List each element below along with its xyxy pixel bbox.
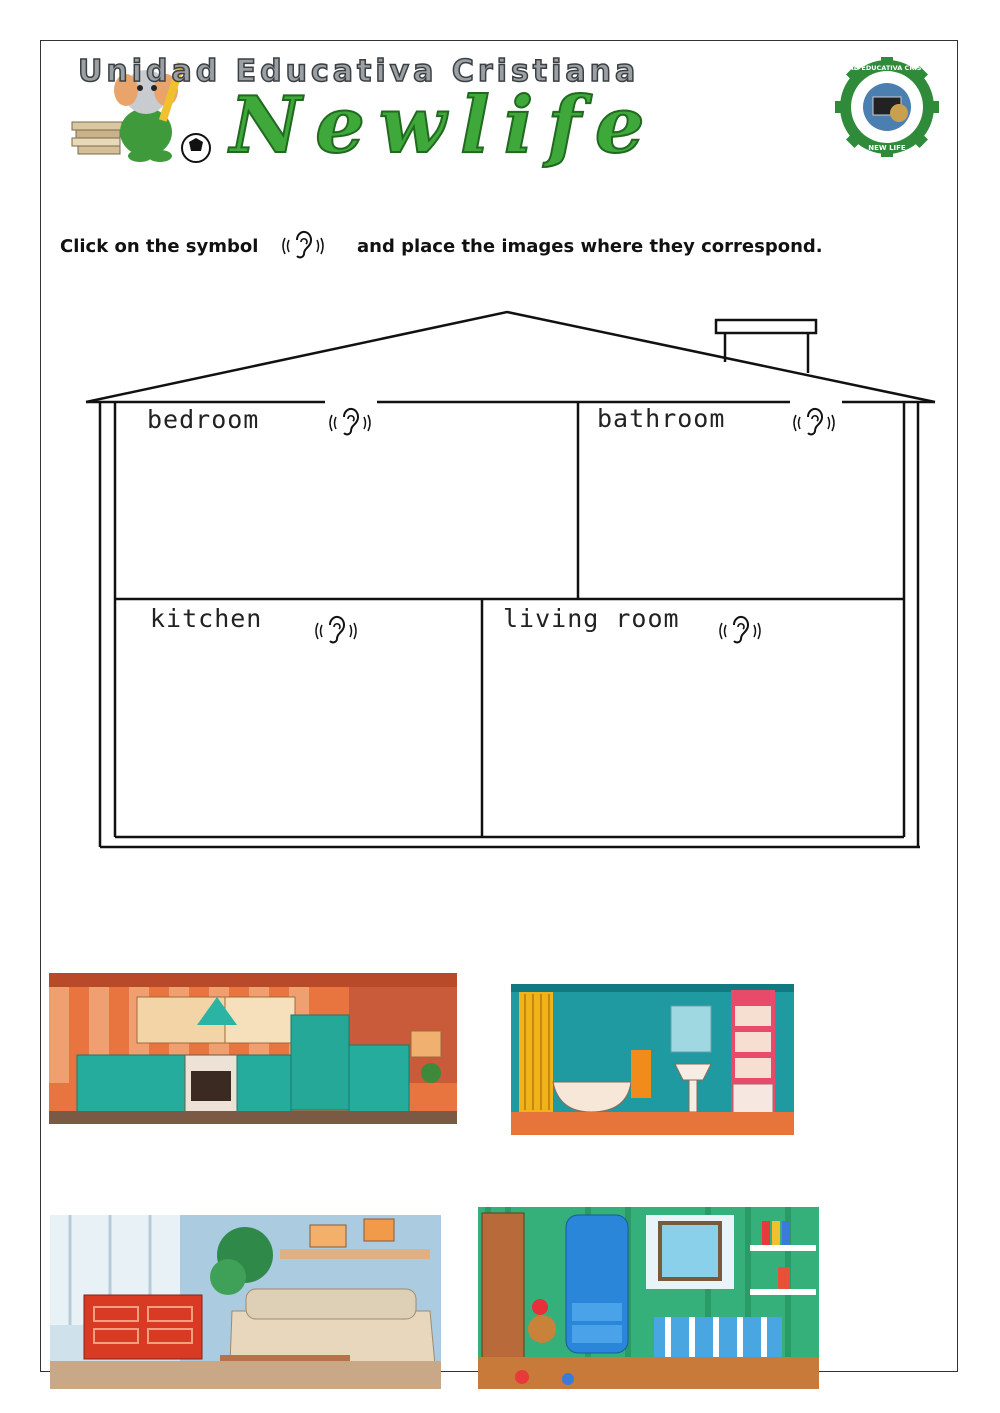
living-room-picture-card[interactable] (50, 1215, 441, 1389)
room-label-living-room: living room (503, 604, 680, 633)
school-name-line1: Unidad Educativa Cristiana (78, 54, 640, 89)
instruction-before: Click on the symbol (60, 236, 259, 257)
school-seal-icon (815, 57, 960, 157)
room-label-kitchen: kitchen (150, 604, 263, 633)
seal-text-top: UNIDAD EDUCATIVA CRISTIANA (830, 64, 944, 72)
ear-sound-icon (279, 228, 329, 264)
listen-living-room-ear-icon[interactable] (716, 613, 766, 651)
listen-bedroom-ear-icon[interactable] (326, 405, 376, 443)
house-drawing (80, 305, 940, 855)
room-label-bedroom: bedroom (147, 405, 260, 434)
school-name-line2: Newlife (230, 80, 659, 171)
instruction-text (60, 232, 823, 262)
listen-kitchen-ear-icon[interactable] (312, 613, 362, 651)
school-header (60, 52, 960, 172)
seal-text-bottom: NEW LIFE (868, 144, 906, 152)
bedroom-picture-card[interactable] (478, 1207, 819, 1389)
instruction-after: and place the images where they correspond. (356, 236, 823, 257)
listen-bathroom-ear-icon[interactable] (790, 405, 840, 443)
kitchen-picture-card[interactable] (49, 973, 457, 1124)
room-label-bathroom: bathroom (597, 404, 726, 433)
bathroom-picture-card[interactable] (511, 984, 794, 1135)
